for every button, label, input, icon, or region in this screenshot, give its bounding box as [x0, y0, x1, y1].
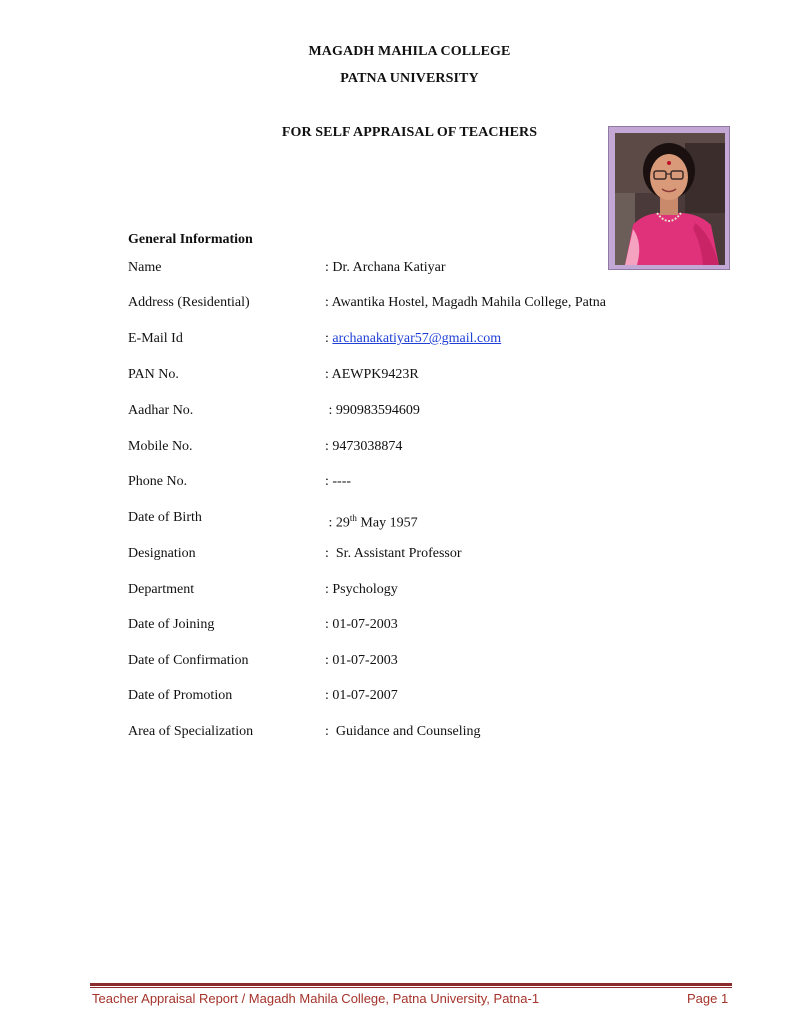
- dob-rest: May 1957: [356, 515, 418, 531]
- field-value: : 01-07-2003: [325, 653, 398, 668]
- field-row-promotion: [128, 686, 748, 706]
- field-label: Date of Birth: [128, 510, 202, 525]
- email-prefix: :: [325, 331, 333, 346]
- field-value: : Sr. Assistant Professor: [325, 546, 462, 561]
- field-row-email: [128, 329, 748, 349]
- field-value: : AEWPK9423R: [325, 367, 419, 382]
- field-value: [325, 508, 418, 534]
- email-link[interactable]: archanakatiyar57@gmail.com: [332, 331, 502, 346]
- field-label: PAN No.: [128, 367, 179, 382]
- field-row-aadhar: [128, 401, 748, 421]
- field-row-pan: [128, 365, 748, 385]
- portrait-image: [615, 133, 725, 265]
- field-label: Mobile No.: [128, 439, 193, 454]
- field-label: E-Mail Id: [128, 331, 183, 346]
- field-row-name: [128, 258, 748, 278]
- section-title: General Information: [128, 232, 253, 247]
- dob-day: : 29: [325, 515, 350, 531]
- field-value: : ----: [325, 474, 352, 489]
- field-label: Designation: [128, 546, 196, 561]
- college-name: MAGADH MAHILA COLLEGE: [308, 44, 511, 59]
- field-value: : Psychology: [325, 582, 398, 597]
- field-row-mobile: [128, 437, 748, 457]
- field-label: Name: [128, 260, 162, 275]
- field-value: : 01-07-2007: [325, 688, 398, 703]
- field-value: : 01-07-2003: [325, 617, 398, 632]
- field-row-confirmation: [128, 651, 748, 671]
- field-row-department: [128, 580, 748, 600]
- field-label: Date of Promotion: [128, 688, 233, 703]
- page-number: Page 1: [687, 991, 729, 1006]
- field-label: Area of Specialization: [128, 724, 254, 739]
- teacher-photo: [608, 126, 730, 270]
- field-value: : Dr. Archana Katiyar: [325, 260, 446, 275]
- dob-ordinal: th: [349, 513, 357, 523]
- field-label: Department: [128, 582, 195, 597]
- field-label: Date of Confirmation: [128, 653, 249, 668]
- form-title: FOR SELF APPRAISAL OF TEACHERS: [281, 125, 538, 140]
- footer-text: Teacher Appraisal Report / Magadh Mahila College, Patna University, Patna-1: [92, 991, 540, 1006]
- field-row-address: [128, 293, 748, 313]
- field-row-designation: [128, 544, 748, 564]
- field-row-dob: [128, 508, 748, 531]
- university-name: PATNA UNIVERSITY: [340, 71, 479, 86]
- field-row-phone: [128, 472, 748, 492]
- footer-rule: [90, 983, 732, 986]
- field-label: Aadhar No.: [128, 403, 194, 418]
- field-label: Address (Residential): [128, 295, 250, 310]
- field-value: : Awantika Hostel, Magadh Mahila College, Patna: [325, 295, 606, 310]
- field-label: Phone No.: [128, 474, 188, 489]
- field-row-joining: [128, 615, 748, 635]
- field-value: : 990983594609: [325, 403, 420, 418]
- field-row-specialization: [128, 722, 748, 742]
- footer-rule-thin: [90, 987, 732, 988]
- field-value: [325, 329, 501, 349]
- field-label: Date of Joining: [128, 617, 215, 632]
- field-value: : Guidance and Counseling: [325, 724, 481, 739]
- field-value: : 9473038874: [325, 439, 403, 454]
